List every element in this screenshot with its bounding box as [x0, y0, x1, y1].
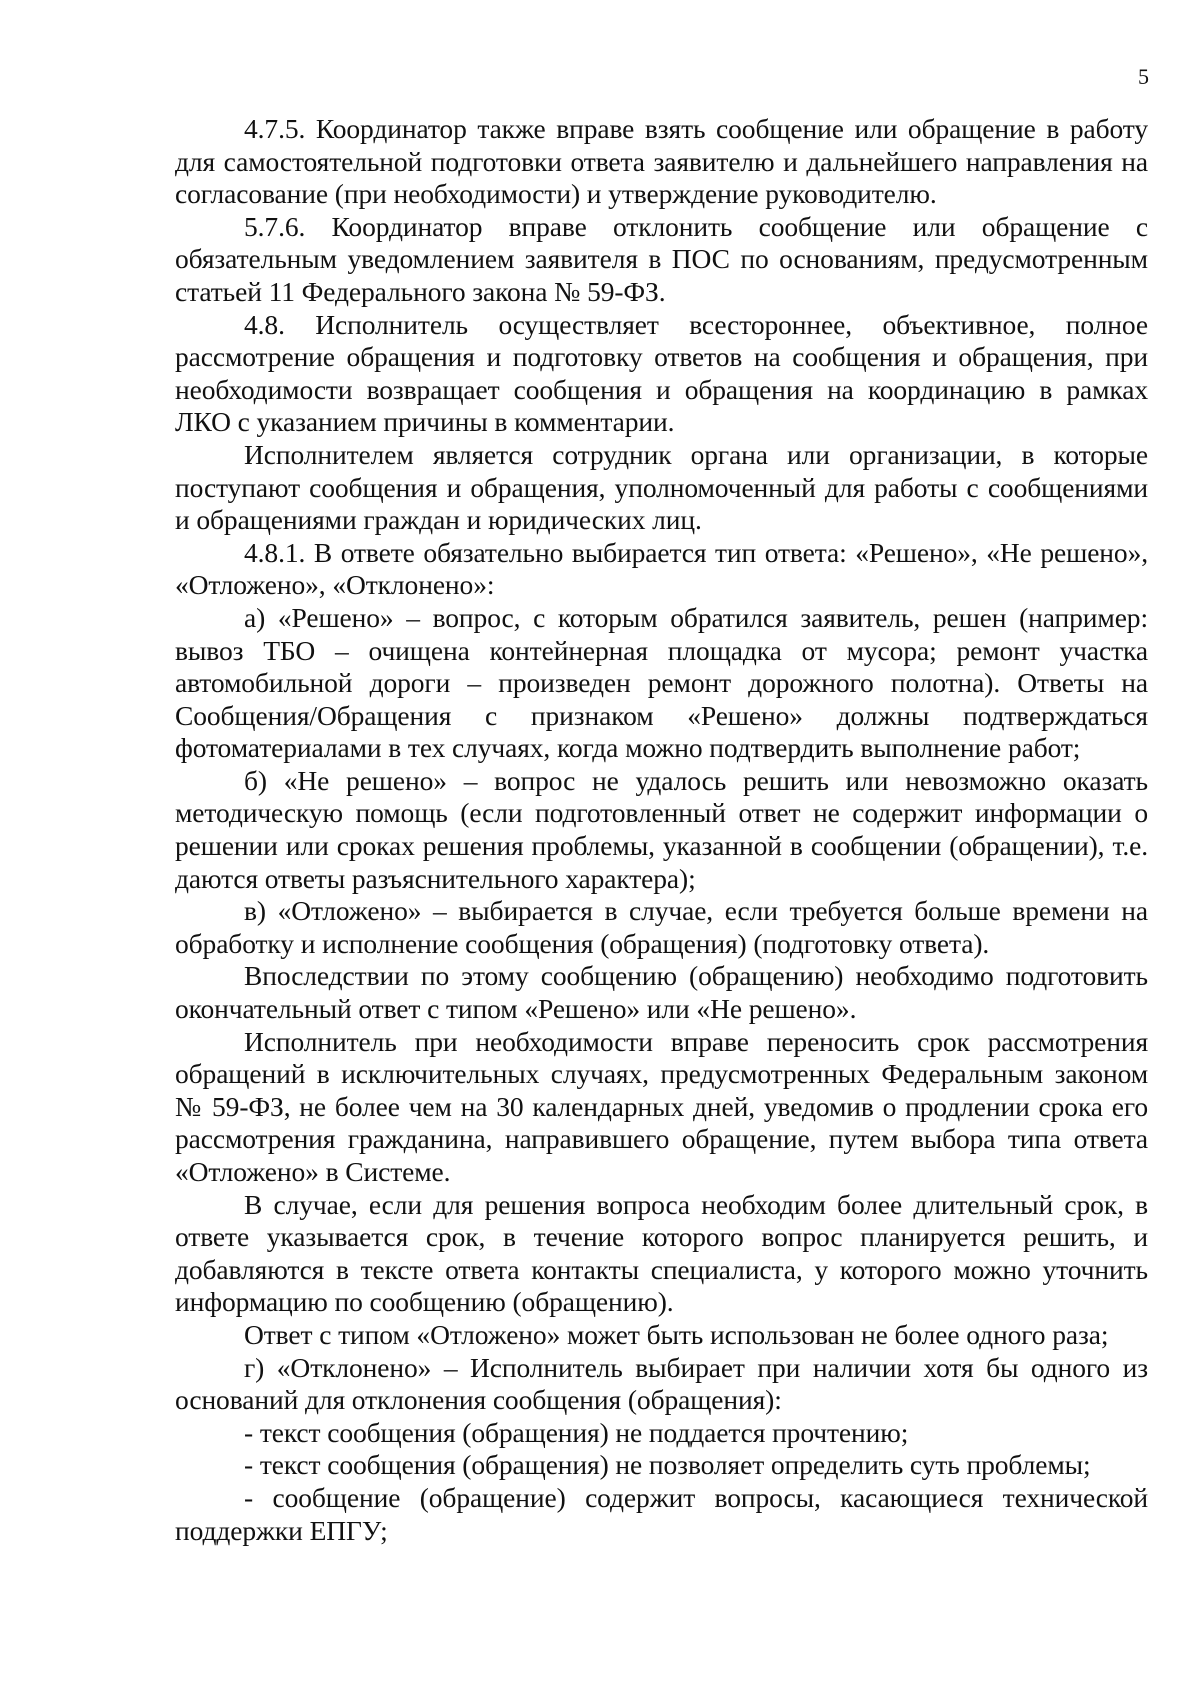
- paragraph-4-7-5: 4.7.5. Координатор также вправе взять сообщение или обращение в работу для самостоятельной подготовки ответа заявителю и дальнейшего направления на согласование (при необходимости) и утверждение руководителю.: [175, 113, 1148, 210]
- list-item-unreadable: - текст сообщения (обращения) не поддается прочтению;: [244, 1416, 909, 1448]
- document-body: [175, 113, 1148, 1547]
- paragraph-final-answer: Впоследствии по этому сообщению (обращению) необходимо подготовить окончательный ответ с типом «Решено» или «Не решено».: [175, 960, 1148, 1025]
- paragraph-5-7-6: 5.7.6. Координатор вправе отклонить сообщение или обращение с обязательным уведомлением заявителя в ПОС по основаниям, предусмотренным статьей 11 Федерального закона № 59-ФЗ.: [175, 210, 1148, 307]
- list-item-unclear-problem: - текст сообщения (обращения) не позволяет определить суть проблемы;: [244, 1449, 1091, 1481]
- list-item-technical-support: - сообщение (обращение) содержит вопросы, касающиеся технической поддержки ЕПГУ;: [175, 1481, 1148, 1546]
- paragraph-longer-term: В случае, если для решения вопроса необходим более длительный срок, в ответе указывается срок, в течение которого вопрос планируется решить, и добавляются в тексте ответа контакты специалиста, у которого можно уточнить информацию по сообщению (обращению).: [175, 1188, 1148, 1318]
- paragraph-item-b-not-resolved: б) «Не решено» – вопрос не удалось решить или невозможно оказать методическую помощь (если подготовленный ответ не содержит информации о решении или сроках решения проблемы, указанной в сообщении (обращении), т.е. даются ответы разъяснительного характера);: [175, 764, 1148, 894]
- page-number: 5: [1138, 64, 1149, 89]
- paragraph-item-a-resolved: а) «Решено» – вопрос, с которым обратился заявитель, решен (например: вывоз ТБО – очищена контейнерная площадка от мусора; ремонт участка автомобильной дороги – произведен ремонт дорожного полотна). Ответы на Сообщения/Обращения с признаком «Решено» должны подтверждаться фотоматериалами в тех случаях, когда можно подтвердить выполнение работ;: [175, 601, 1148, 764]
- paragraph-4-8-1: 4.8.1. В ответе обязательно выбирается тип ответа: «Решено», «Не решено», «Отложено», «Отклонено»:: [175, 536, 1148, 601]
- paragraph-4-8: 4.8. Исполнитель осуществляет всестороннее, объективное, полное рассмотрение обращения и подготовку ответов на сообщения и обращения, при необходимости возвращает сообщения и обращения на координацию в рамках ЛКО с указанием причины в комментарии.: [175, 308, 1148, 438]
- paragraph-item-g-rejected: г) «Отклонено» – Исполнитель выбирает при наличии хотя бы одного из оснований для отклонения сообщения (обращения):: [175, 1351, 1148, 1416]
- paragraph-executor-definition: Исполнителем является сотрудник органа или организации, в которые поступают сообщения и обращения, уполномоченный для работы с сообщениями и обращениями граждан и юридических лиц.: [175, 438, 1148, 536]
- paragraph-postponed-once: Ответ с типом «Отложено» может быть использован не более одного раза;: [244, 1318, 1109, 1350]
- paragraph-item-v-postponed: в) «Отложено» – выбирается в случае, если требуется больше времени на обработку и исполнение сообщения (обращения) (подготовку ответа).: [175, 895, 1148, 959]
- paragraph-term-extension: Исполнитель при необходимости вправе переносить срок рассмотрения обращений в исключительных случаях, предусмотренных Федеральным законом № 59-ФЗ, не более чем на 30 календарных дней, уведомив о продлении срока его рассмотрения гражданина, направившего обращение, путем выбора типа ответа «Отложено» в Системе.: [175, 1025, 1148, 1187]
